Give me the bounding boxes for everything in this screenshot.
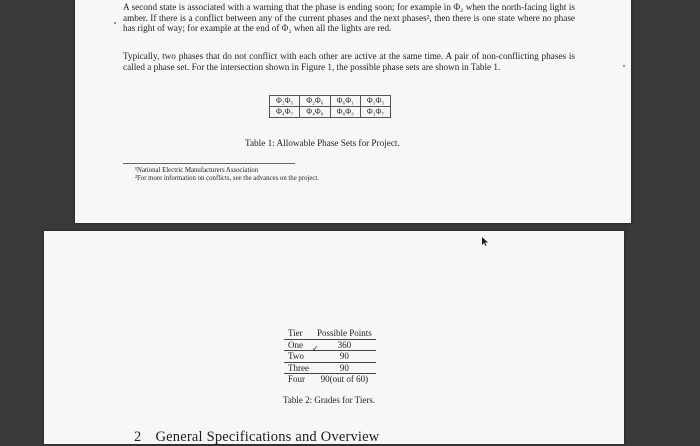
section-heading [134, 429, 379, 446]
table-row [284, 362, 376, 374]
section-title: General Specifications and Overview [155, 429, 380, 445]
tier-cell: Four [288, 374, 306, 384]
margin-mark [623, 65, 625, 67]
margin-mark [114, 22, 116, 24]
grades-table [284, 328, 376, 385]
document-page-1 [75, 0, 631, 223]
column-header-points: Possible Points [313, 328, 376, 339]
footnote-2: ²For more information on conflicts, see the advances on the project. [135, 175, 319, 182]
table-cell: Φ₆Φ₁ [330, 96, 360, 107]
tier-cell: Three [284, 362, 313, 374]
points-cell: 90 [313, 362, 376, 374]
table-row [284, 351, 376, 363]
table-row [284, 339, 376, 351]
phase-sets-table [269, 95, 391, 118]
document-page-2 [44, 231, 624, 444]
table1-caption: Table 1: Allowable Phase Sets for Project. [245, 138, 400, 148]
tier-cell: One [284, 339, 313, 351]
footnote-divider [123, 163, 295, 164]
table-cell: Φ₂Φ₅ [270, 96, 300, 107]
paragraph-warning-state: A second state is associated with a warning that the phase is ending soon; for example in Φ₂ when the north-facing light is amber. If there is a conflict between any of the current phases and the next phases², then there is one state where no phase has right of way; for example at the end of Φ₂ when all the lights are red. [123, 2, 575, 34]
table-cell: Φ₃Φ₇ [360, 107, 390, 118]
points-cell: 360 [313, 339, 376, 351]
column-header-tier: Tier [284, 328, 313, 339]
paragraph-phase-sets: Typically, two phases that do not conflict with each other are active at the same time. A pair of non-conflicting phases is called a phase set. For the intersection shown in Figure 1, the possible phase sets are shown in Table 1. [123, 51, 575, 72]
table-cell: Φ₂Φ₆ [300, 96, 330, 107]
mouse-cursor-icon [481, 236, 489, 250]
points-cell: 90(out of 60) [320, 374, 369, 384]
table-row [270, 107, 391, 118]
section-number: 2 [134, 429, 142, 445]
table-cell: Φ₈Φ₃ [330, 107, 360, 118]
footnote-1: ¹National Electric Manufacturers Association [135, 167, 259, 174]
table-header-row [284, 328, 376, 339]
table-row [270, 96, 391, 107]
points-cell: 90 [313, 351, 376, 363]
tier-cell: Two [284, 351, 313, 363]
table-cell: Φ₄Φ₇ [270, 107, 300, 118]
pen-tick-mark: ✓ [312, 344, 319, 353]
table2-caption: Table 2: Grades for Tiers. [283, 395, 376, 405]
table-cell: Φ₁Φ₅ [360, 96, 390, 107]
table-cell: Φ₄Φ₈ [300, 107, 330, 118]
table-row [284, 374, 376, 385]
